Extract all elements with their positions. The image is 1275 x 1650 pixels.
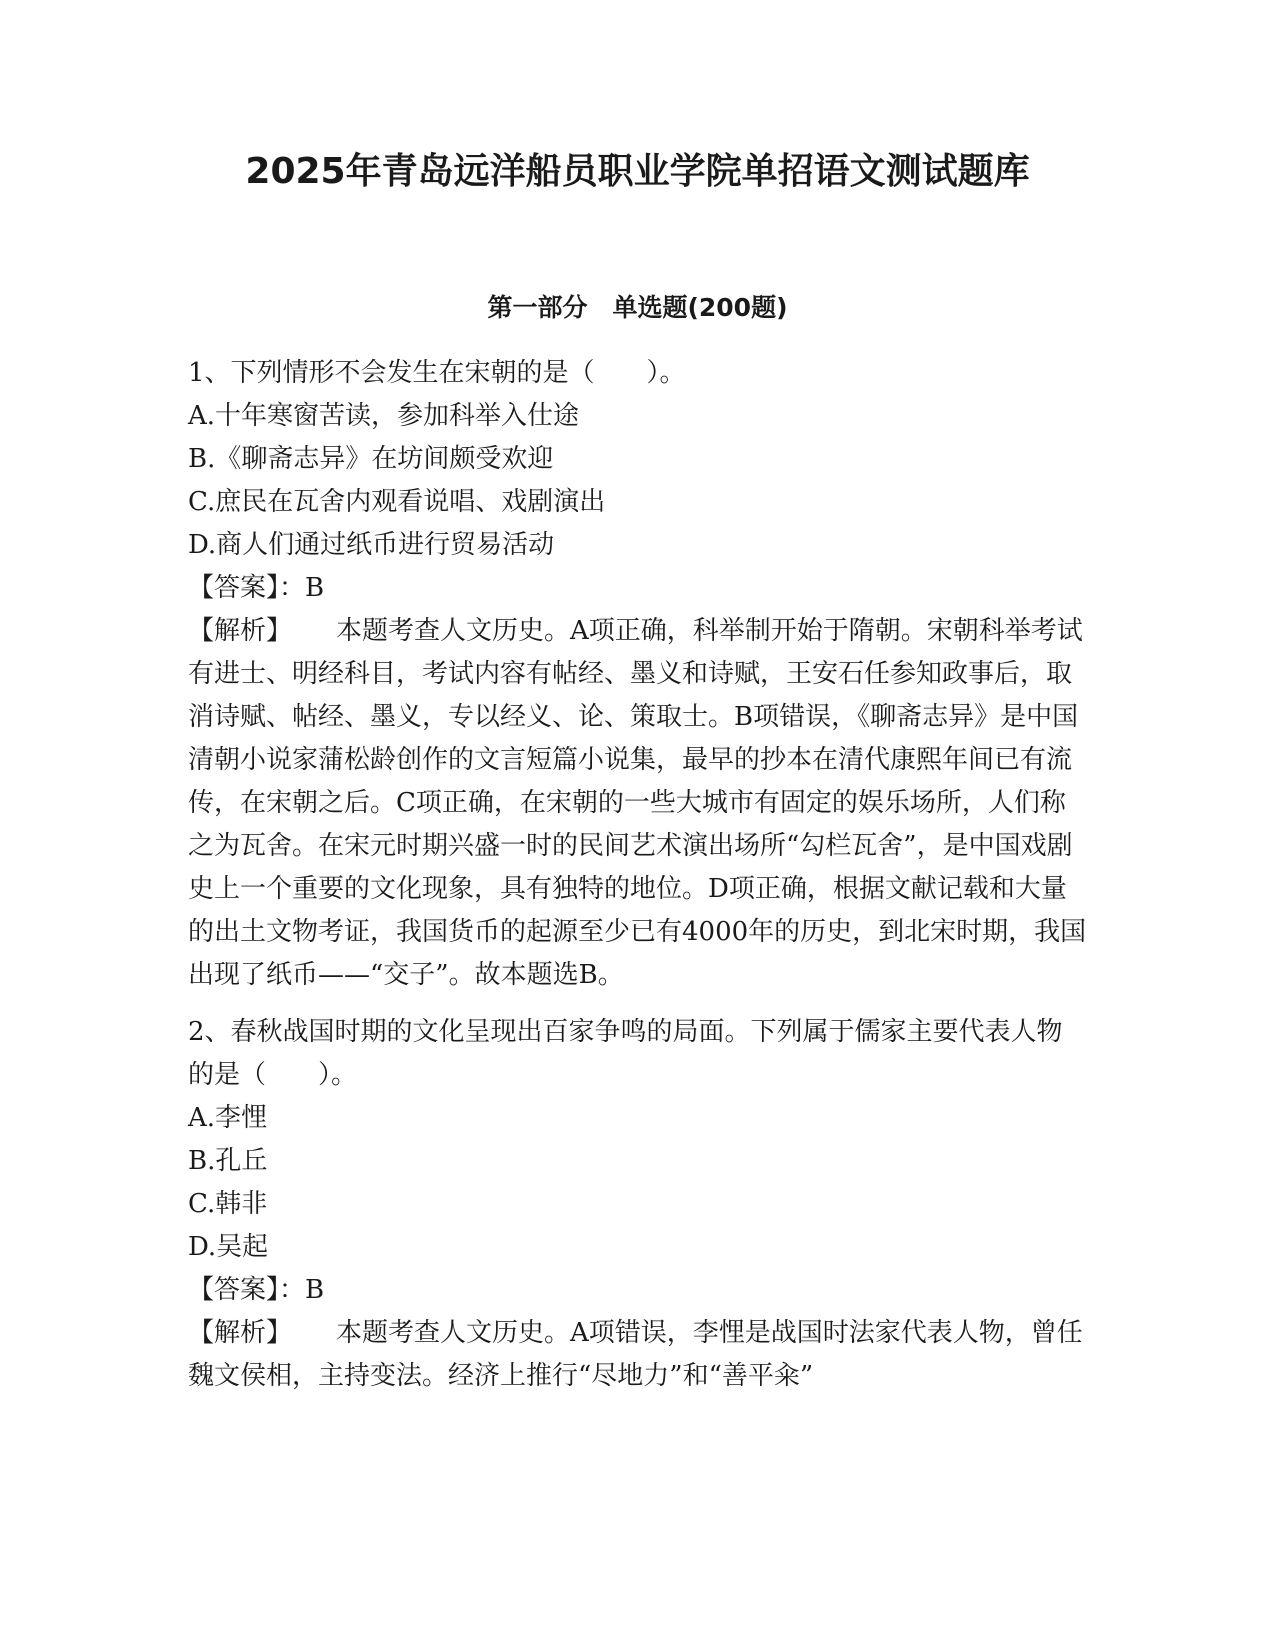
answer: 【答案】：B: [188, 1275, 325, 1305]
answer: 【答案】：B: [188, 573, 325, 603]
option-c: C.韩非: [188, 1189, 268, 1219]
section-title: 第一部分 单选题(200题): [487, 293, 788, 322]
option-d: D.吴起: [188, 1232, 269, 1262]
analysis-text: 本题考查人文历史。A项错误，李悝是战国时法家代表人物，曾任魏文侯相，主持变法。经济上推行“尽地力”和“善平籴”: [188, 1318, 1083, 1391]
option-d: D.商人们通过纸币进行贸易活动: [188, 530, 555, 560]
analysis-label: 【解析】: [188, 1318, 293, 1348]
question-stem: 1、下列情形不会发生在宋朝的是（ ）。: [188, 358, 686, 388]
analysis: [188, 1312, 1088, 1398]
analysis-text: 本题考查人文历史。A项正确，科举制开始于隋朝。宋朝科举考试有进士、明经科目，考试内容有帖经、墨义和诗赋，王安石任参知政事后，取消诗赋、帖经、墨义，专以经义、论、策取士。B项错误，《聊斋志异》是中国清朝小说家蒲松龄创作的文言短篇小说集，最早的抄本在清代康熙年间已有流传，在宋朝之后。C项正确，在宋朝的一些大城市有固定的娱乐场所，人们称之为瓦舍。在宋元时期兴盛一时的民间艺术演出场所“勾栏瓦舍”，是中国戏剧史上一个重要的文化现象，具有独特的地位。D项正确，根据文献记载和大量的出土文物考证，我国货币的起源至少已有4000年的历史，到北宋时期，我国出现了纸币——“交子”。故本题选B。: [188, 616, 1087, 990]
document-title: 2025年青岛远洋船员职业学院单招语文测试题库: [245, 151, 1030, 192]
question-list: [188, 352, 1088, 1398]
option-a: A.十年寒窗苦读，参加科举入仕途: [188, 401, 580, 431]
option-c: C.庶民在瓦舍内观看说唱、戏剧演出: [188, 487, 606, 517]
analysis-label: 【解析】: [188, 616, 293, 646]
option-b: B.孔丘: [188, 1146, 268, 1176]
option-a: A.李悝: [188, 1103, 268, 1133]
question-1: [188, 352, 1088, 997]
question-stem: 2、春秋战国时期的文化呈现出百家争鸣的局面。下列属于儒家主要代表人物的是（ ）。: [188, 1017, 1063, 1090]
option-b: B.《聊斋志异》在坊间颇受欢迎: [188, 444, 554, 474]
analysis: [188, 610, 1088, 997]
question-gap: [188, 997, 1088, 1011]
question-2: [188, 1011, 1088, 1398]
